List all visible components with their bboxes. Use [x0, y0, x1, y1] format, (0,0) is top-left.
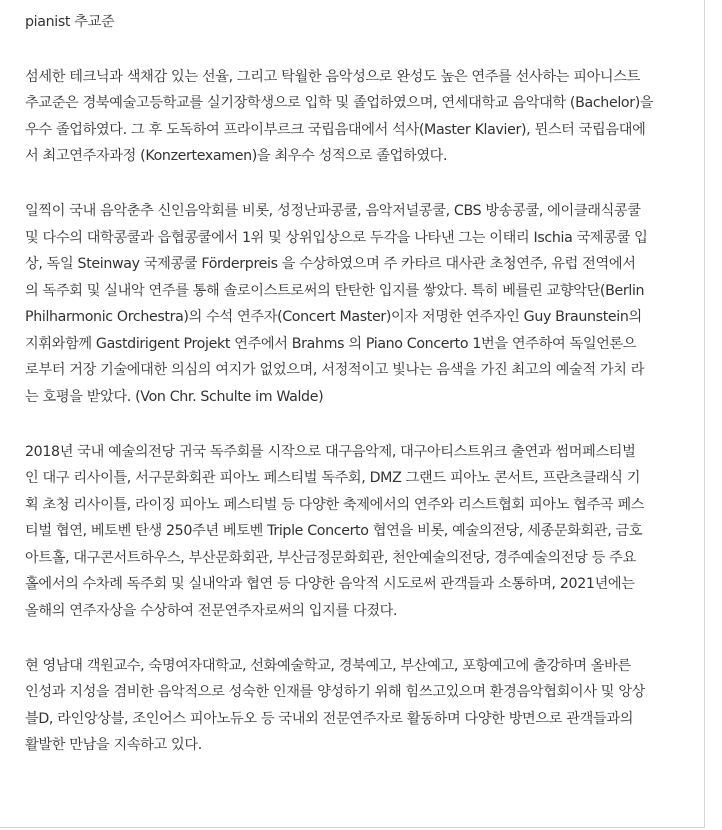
- paragraph-line: 블D, 라인앙상블, 조인어스 피아노듀오 등 국내외 전문연주자로 활동하며 다양한 방면으로 관객들과의: [25, 710, 634, 727]
- paragraph-line: 인성과 지성을 겸비한 음악적으로 성숙한 인재를 양성하기 위해 힘쓰고있으며 환경음악협회이사 및 앙상: [25, 684, 646, 700]
- paragraph-line: 활발한 만남을 지속하고 있다.: [25, 737, 202, 753]
- paragraph-awards: [25, 198, 697, 410]
- paragraph-line: 의 독주회 및 실내악 연주를 통해 솔로이스트로써의 탄탄한 입지를 쌓았다. 특히 베를린 교향악단(Berlin: [25, 282, 645, 299]
- paragraph-line: 현 영남대 객원교수, 숙명여자대학교, 선화예술학교, 경북예고, 부산예고, 포항예고에 출강하며 올바른: [25, 657, 631, 674]
- paragraph-education: [25, 64, 697, 170]
- paragraph-line: 상, 독일 Steinway 국제콩쿨 Förderpreis 을 수상하였으며 주 카타르 대사관 초청연주, 유럽 전역에서: [25, 256, 636, 272]
- paragraph-line: 및 다수의 대학콩쿨과 읍협콩쿨에서 1위 및 상위입상으로 두각을 나타낸 그는 이태리 Ischia 국제콩쿨 입: [25, 229, 648, 246]
- paragraph-performances: [25, 439, 697, 625]
- paragraph-line: 지휘와함께 Gastdirigent Projekt 연주에서 Brahms 의 Piano Concerto 1번을 연주하여 독일언론으: [25, 335, 637, 352]
- paragraph-line: 섬세한 테크닉과 색채감 있는 선율, 그리고 탁월한 음악성으로 완성도 높은 연주를 선사하는 피아니스트: [25, 68, 640, 85]
- paragraph-current-positions: [25, 653, 697, 759]
- paragraph-line: 서 최고연주자과정 (Konzertexamen)을 최우수 성적으로 졸업하였다.: [25, 148, 448, 164]
- paragraph-line: Philharmonic Orchestra)의 수석 연주자(Concert Master)이자 저명한 연주자인 Guy Braunstein의: [25, 309, 642, 325]
- paragraph-line: 올해의 연주자상을 수상하여 전문연주자로써의 입지를 다졌다.: [25, 602, 398, 619]
- biography-article: [25, 9, 697, 787]
- page-title: pianist 추교준: [25, 14, 115, 30]
- paragraph-line: 인 대구 리사이틀, 서구문화회관 피아노 페스티벌 독주회, DMZ 그랜드 피아노 콘서트, 프란츠클래식 기: [25, 470, 641, 486]
- paragraph-line: 홀에서의 수차례 독주회 및 실내악과 협연 등 다양한 음악적 시도로써 관객들과 소통하며, 2021년에는: [25, 576, 635, 592]
- paragraph-line: 우수 졸업하였다. 그 후 도독하여 프라이부르크 국립음대에서 석사(Master Klavier), 뮌스터 국립음대에: [25, 121, 646, 138]
- paragraph-line: 티벌 협연, 베토벤 탄생 250주년 베토벤 Triple Concerto 협연을 비롯, 예술의전당, 세종문화회관, 금호: [25, 523, 643, 539]
- paragraph-line: 는 호평을 받았다. (Von Chr. Schulte im Walde): [25, 388, 324, 405]
- paragraph-line: 2018년 국내 예술의전당 귀국 독주회를 시작으로 대구음악제, 대구아티스트위크 출연과 썸머페스티벌: [25, 443, 636, 460]
- paragraph-line: 일찍이 국내 음악춘추 신인음악회를 비롯, 성정난파콩쿨, 음악저널콩쿨, CBS 방송콩쿨, 에이클래식콩쿨: [25, 203, 641, 219]
- paragraph-line: 아트홀, 대구콘서트하우스, 부산문화회관, 부산금정문화회관, 천안예술의전당, 경주예술의전당 등 주요: [25, 549, 636, 566]
- paragraph-line: 추교준은 경북예술고등학교를 실기장학생으로 입학 및 졸업하였으며, 연세대학교 음악대학 (Bachelor)을: [25, 95, 654, 111]
- paragraph-line: 로부터 거장 기술에대한 의심의 여지가 없었으며, 서정적이고 빛나는 음색을 가진 최고의 예술적 가치 라: [25, 362, 645, 378]
- paragraph-line: 획 초청 리사이틀, 라이징 피아노 페스티벌 등 다양한 축제에서의 연주와 리스트협회 피아노 협주곡 페스: [25, 496, 645, 513]
